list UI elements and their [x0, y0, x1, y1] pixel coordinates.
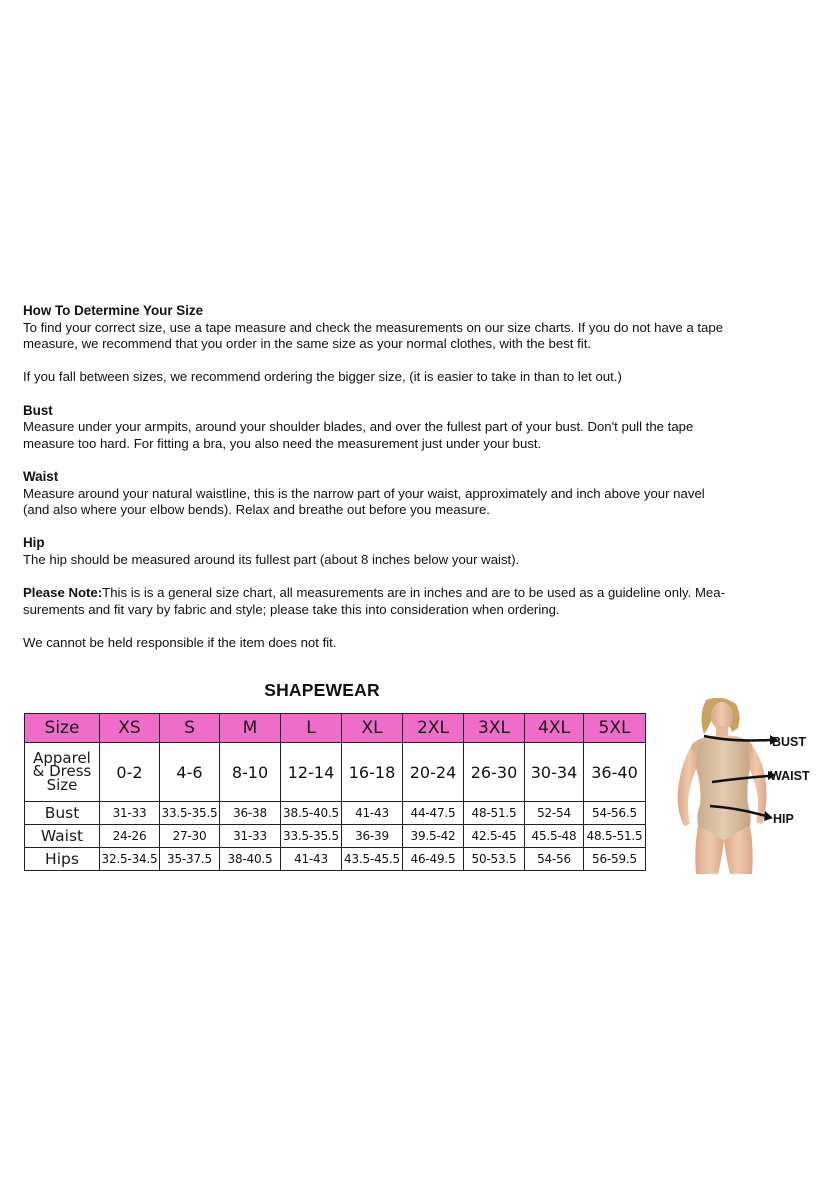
size-header-cell: XS [100, 714, 160, 743]
apparel-size-label [25, 743, 100, 802]
waist-cell: 45.5-48 [525, 825, 584, 848]
apparel-size-row [25, 743, 646, 802]
bust-cell: 41-43 [342, 802, 403, 825]
apparel-size-cell: 20-24 [403, 743, 464, 802]
size-header-label: Size [25, 714, 100, 743]
disclaimer: We cannot be held responsible if the item does not fit. [23, 634, 337, 650]
intro-line-1: To find your correct size, use a tape measure and check the measurements on our size charts. If you do not have a tape [23, 319, 724, 335]
hips-row [25, 848, 646, 871]
size-header-cell: L [281, 714, 342, 743]
bust-cell: 33.5-35.5 [160, 802, 220, 825]
bust-line-1: Measure under your armpits, around your shoulder blades, and over the fullest part of your bust. Don't pull the tape [23, 419, 694, 435]
bust-cell: 36-38 [220, 802, 281, 825]
apparel-size-cell: 8-10 [220, 743, 281, 802]
size-header-cell: 3XL [464, 714, 525, 743]
hips-cell: 38-40.5 [220, 848, 281, 871]
hip-line-1: The hip should be measured around its fullest part (about 8 inches below your waist). [23, 551, 520, 567]
bust-row-label: Bust [25, 802, 100, 825]
apparel-size-cell: 4-6 [160, 743, 220, 802]
bust-cell: 31-33 [100, 802, 160, 825]
sizing-guide [23, 303, 783, 651]
bust-figure-label: BUST [772, 735, 807, 749]
note-label: Please Note: [23, 585, 103, 601]
note-line-2: surements and fit vary by fabric and style; please take this into consideration when ordering. [23, 601, 560, 617]
chart-title: SHAPEWEAR [264, 680, 380, 700]
bust-cell: 52-54 [525, 802, 584, 825]
apparel-size-cell: 30-34 [525, 743, 584, 802]
bust-cell: 38.5-40.5 [281, 802, 342, 825]
note-text: This is is a general size chart, all measurements are in inches and are to be used as a guideline only. Mea- [102, 585, 725, 601]
bust-cell: 48-51.5 [464, 802, 525, 825]
size-header-cell: 5XL [584, 714, 646, 743]
waist-cell: 36-39 [342, 825, 403, 848]
hips-cell: 35-37.5 [160, 848, 220, 871]
intro-line-2: measure, we recommend that you order in the same size as your normal clothes, with the best fit. [23, 336, 592, 352]
apparel-size-cell: 0-2 [100, 743, 160, 802]
hips-cell: 50-53.5 [464, 848, 525, 871]
waist-cell: 31-33 [220, 825, 281, 848]
hips-cell: 46-49.5 [403, 848, 464, 871]
apparel-size-cell: 12-14 [281, 743, 342, 802]
apparel-size-cell: 26-30 [464, 743, 525, 802]
apparel-label-line-3: Size [46, 775, 78, 794]
bust-cell: 54-56.5 [584, 802, 646, 825]
apparel-size-cell: 16-18 [342, 743, 403, 802]
waist-cell: 42.5-45 [464, 825, 525, 848]
waist-figure-label: WAIST [770, 769, 810, 783]
apparel-label-line-2: & Dress [32, 762, 92, 781]
bust-cell: 44-47.5 [403, 802, 464, 825]
waist-row [25, 825, 646, 848]
note-line-1 [23, 585, 783, 602]
bust-heading: Bust [23, 402, 53, 418]
hip-figure-label: HIP [773, 812, 794, 826]
body-measurement-figure [652, 698, 824, 874]
size-header-cell: 4XL [525, 714, 584, 743]
hip-heading: Hip [23, 535, 45, 551]
size-header-cell: 2XL [403, 714, 464, 743]
size-chart-table [24, 713, 646, 871]
waist-cell: 27-30 [160, 825, 220, 848]
hips-cell: 32.5-34.5 [100, 848, 160, 871]
guide-heading: How To Determine Your Size [23, 303, 204, 318]
bust-line-2: measure too hard. For fitting a bra, you also need the measurement just under your bust. [23, 435, 542, 451]
hips-cell: 54-56 [525, 848, 584, 871]
waist-row-label: Waist [25, 825, 100, 848]
waist-heading: Waist [23, 468, 59, 484]
size-header-cell: XL [342, 714, 403, 743]
apparel-size-cell: 36-40 [584, 743, 646, 802]
waist-line-1: Measure around your natural waistline, this is the narrow part of your waist, approximately and inch above your navel [23, 485, 705, 501]
apparel-label-line-1: Apparel [33, 748, 91, 767]
size-header-row [25, 714, 646, 743]
hips-cell: 43.5-45.5 [342, 848, 403, 871]
waist-cell: 33.5-35.5 [281, 825, 342, 848]
size-header-cell: M [220, 714, 281, 743]
hips-cell: 41-43 [281, 848, 342, 871]
waist-cell: 24-26 [100, 825, 160, 848]
waist-cell: 48.5-51.5 [584, 825, 646, 848]
hips-cell: 56-59.5 [584, 848, 646, 871]
model-illustration [652, 698, 824, 874]
waist-line-2: (and also where your elbow bends). Relax and breathe out before you measure. [23, 502, 490, 518]
size-header-cell: S [160, 714, 220, 743]
bust-row [25, 802, 646, 825]
between-sizes-text: If you fall between sizes, we recommend ordering the bigger size, (it is easier to take in than to let out.) [23, 369, 622, 385]
waist-cell: 39.5-42 [403, 825, 464, 848]
hips-row-label: Hips [25, 848, 100, 871]
